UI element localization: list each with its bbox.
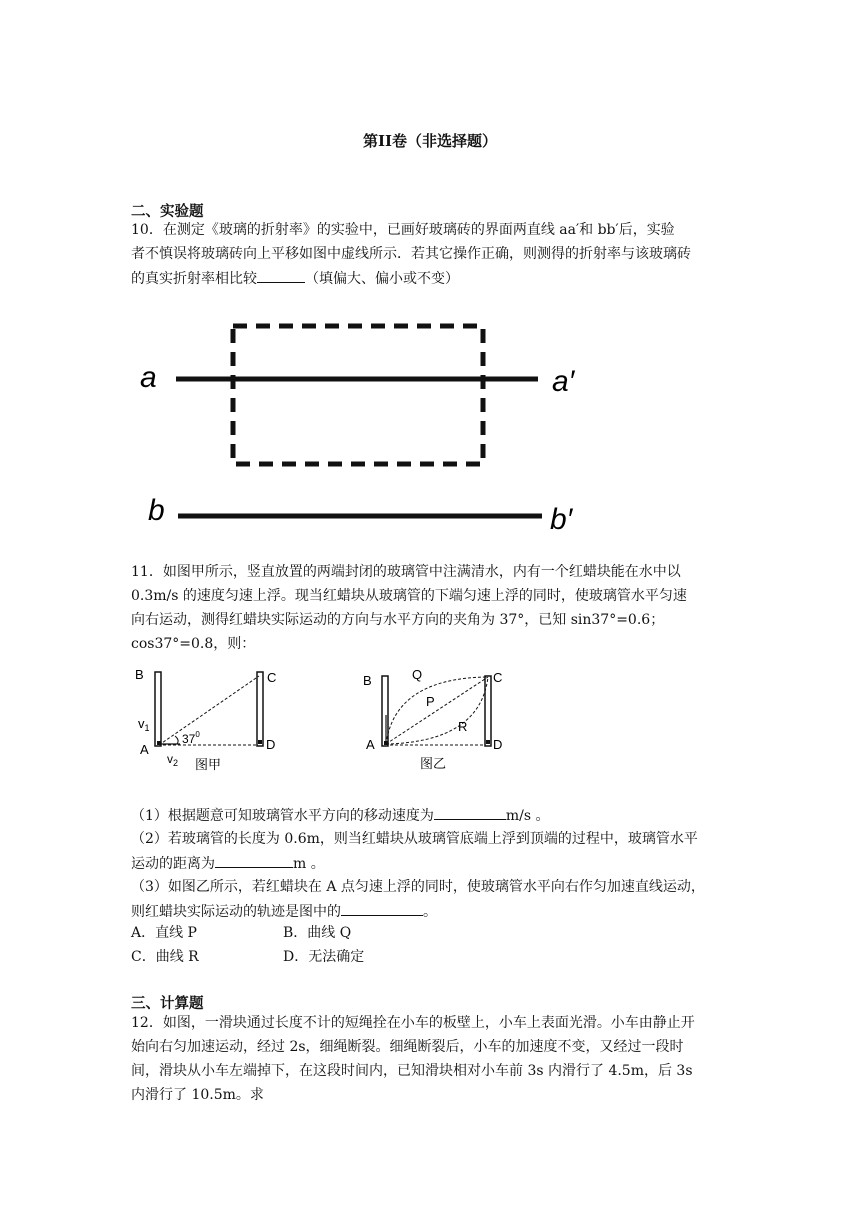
q11-text-line3: 向右运动，测得红蜡块实际运动的方向与水平方向的夹角为 37°，已知 sin37°=0.6； — [131, 612, 665, 628]
option-D[interactable]: D．无法确定 — [283, 949, 365, 965]
q11-part2-line2 — [131, 853, 325, 874]
actual-path-line — [159, 676, 259, 745]
q11-part2-text: 运动的距离为 — [131, 856, 215, 872]
q11-part2-answer-blank[interactable] — [215, 853, 293, 868]
q10-text-line3-start: 的真实折射率相比较 — [131, 271, 257, 287]
q12-text-line4: 内滑行了 10.5m。求 — [131, 1087, 264, 1103]
q11-part1-unit: m/s 。 — [505, 808, 550, 824]
wax-block-end — [486, 740, 490, 744]
q10-glass-block-figure — [130, 315, 610, 535]
q11-part1-answer-blank[interactable] — [434, 805, 506, 820]
section-heading-experiment: 二、实验题 — [131, 203, 204, 220]
q11-text-line2: 0.3m/s 的速度匀速上浮。现当红蜡块从玻璃管的下端匀速上浮的同时，使玻璃管水平匀速 — [131, 588, 687, 604]
q11-part3-line1: （3）如图乙所示，若红蜡块在 A 点匀速上浮的同时，使玻璃管水平向右作匀加速直线运动， — [131, 879, 705, 895]
label-C: C — [493, 670, 503, 685]
wax-block-end — [258, 740, 262, 744]
caption-yi: 图乙 — [420, 756, 447, 771]
option-B[interactable]: B．曲线 Q — [283, 925, 352, 941]
q11-part1 — [131, 805, 550, 826]
glass-tube-left — [382, 676, 388, 746]
shifted-glass-block-outline — [233, 326, 483, 464]
q11-part3-end: 。 — [423, 904, 437, 920]
label-B: B — [135, 667, 144, 682]
label-a-prime: a′ — [552, 365, 575, 398]
label-C: C — [267, 670, 277, 685]
label-P: P — [426, 694, 435, 709]
q11-part2-unit: m 。 — [293, 856, 325, 872]
label-B: B — [363, 673, 372, 688]
q12-text-line2: 始向右匀加速运动，经过 2s，细绳断裂。细绳断裂后，小车的加速度不变，又经过一段时 — [131, 1039, 684, 1055]
section-heading-calculation: 三、计算题 — [131, 995, 204, 1012]
q10-answer-blank[interactable] — [257, 268, 305, 283]
label-v2: $v_2$ — [167, 752, 179, 768]
label-v1: $v_1$ — [138, 716, 150, 733]
q11-part1-text: （1）根据题意可知玻璃管水平方向的移动速度为 — [131, 808, 434, 824]
q11-text-line4: cos37°=0.8，则： — [131, 636, 256, 652]
q10-text-line3 — [131, 268, 459, 289]
q12-text-line1: 12．如图，一滑块通过长度不计的短绳拴在小车的板壁上，小车上表面光滑。小车由静止开 — [131, 1015, 695, 1031]
label-D: D — [493, 737, 503, 752]
label-A: A — [366, 737, 375, 752]
caption-jia: 图甲 — [195, 757, 222, 772]
label-A: A — [140, 742, 149, 757]
angle-arc — [175, 736, 178, 744]
path-P — [386, 677, 488, 744]
q11-part3-text: 则红蜡块实际运动的轨迹是图中的 — [131, 904, 341, 920]
option-C[interactable]: C．曲线 R — [131, 949, 199, 965]
label-angle: $37^0$ — [182, 730, 200, 746]
q11-part3-line2 — [131, 901, 437, 922]
option-A[interactable]: A．直线 P — [131, 925, 197, 941]
label-b: b — [148, 494, 165, 527]
q11-part2-line1: （2）若玻璃管的长度为 0.6m，则当红蜡块从玻璃管底端上浮到顶端的过程中，玻璃管水平 — [131, 831, 698, 847]
glass-tube-left — [155, 672, 161, 746]
q11-text-line1: 11．如图甲所示，竖直放置的两端封闭的玻璃管中注满清水，内有一个红蜡块能在水中以 — [131, 564, 681, 580]
label-R: R — [458, 719, 468, 734]
q11-part3-answer-blank[interactable] — [341, 901, 423, 916]
q12-text-line3: 间，滑块从小车左端掉下，在这段时间内，已知滑块相对小车前 3s 内滑行了 4.5m，后 3s — [131, 1063, 693, 1079]
page-title: 第II卷（非选择题） — [362, 132, 498, 150]
label-Q: Q — [412, 667, 423, 682]
q10-text-line2: 者不慎误将玻璃砖向上平移如图中虚线所示．若其它操作正确，则测得的折射率与该玻璃砖 — [131, 246, 691, 262]
label-D: D — [266, 737, 276, 752]
label-a: a — [140, 361, 157, 394]
glass-tube-right — [257, 672, 263, 746]
label-b-prime: b′ — [550, 503, 573, 535]
q11-figure-yi — [355, 660, 515, 780]
q10-text-line3-end: （填偏大、偏小或不变） — [305, 271, 459, 287]
q10-text-line1: 10．在测定《玻璃的折射率》的实验中，已画好玻璃砖的界面两直线 aa′和 bb′后，实验 — [131, 222, 675, 238]
q11-figure-jia — [130, 660, 290, 780]
